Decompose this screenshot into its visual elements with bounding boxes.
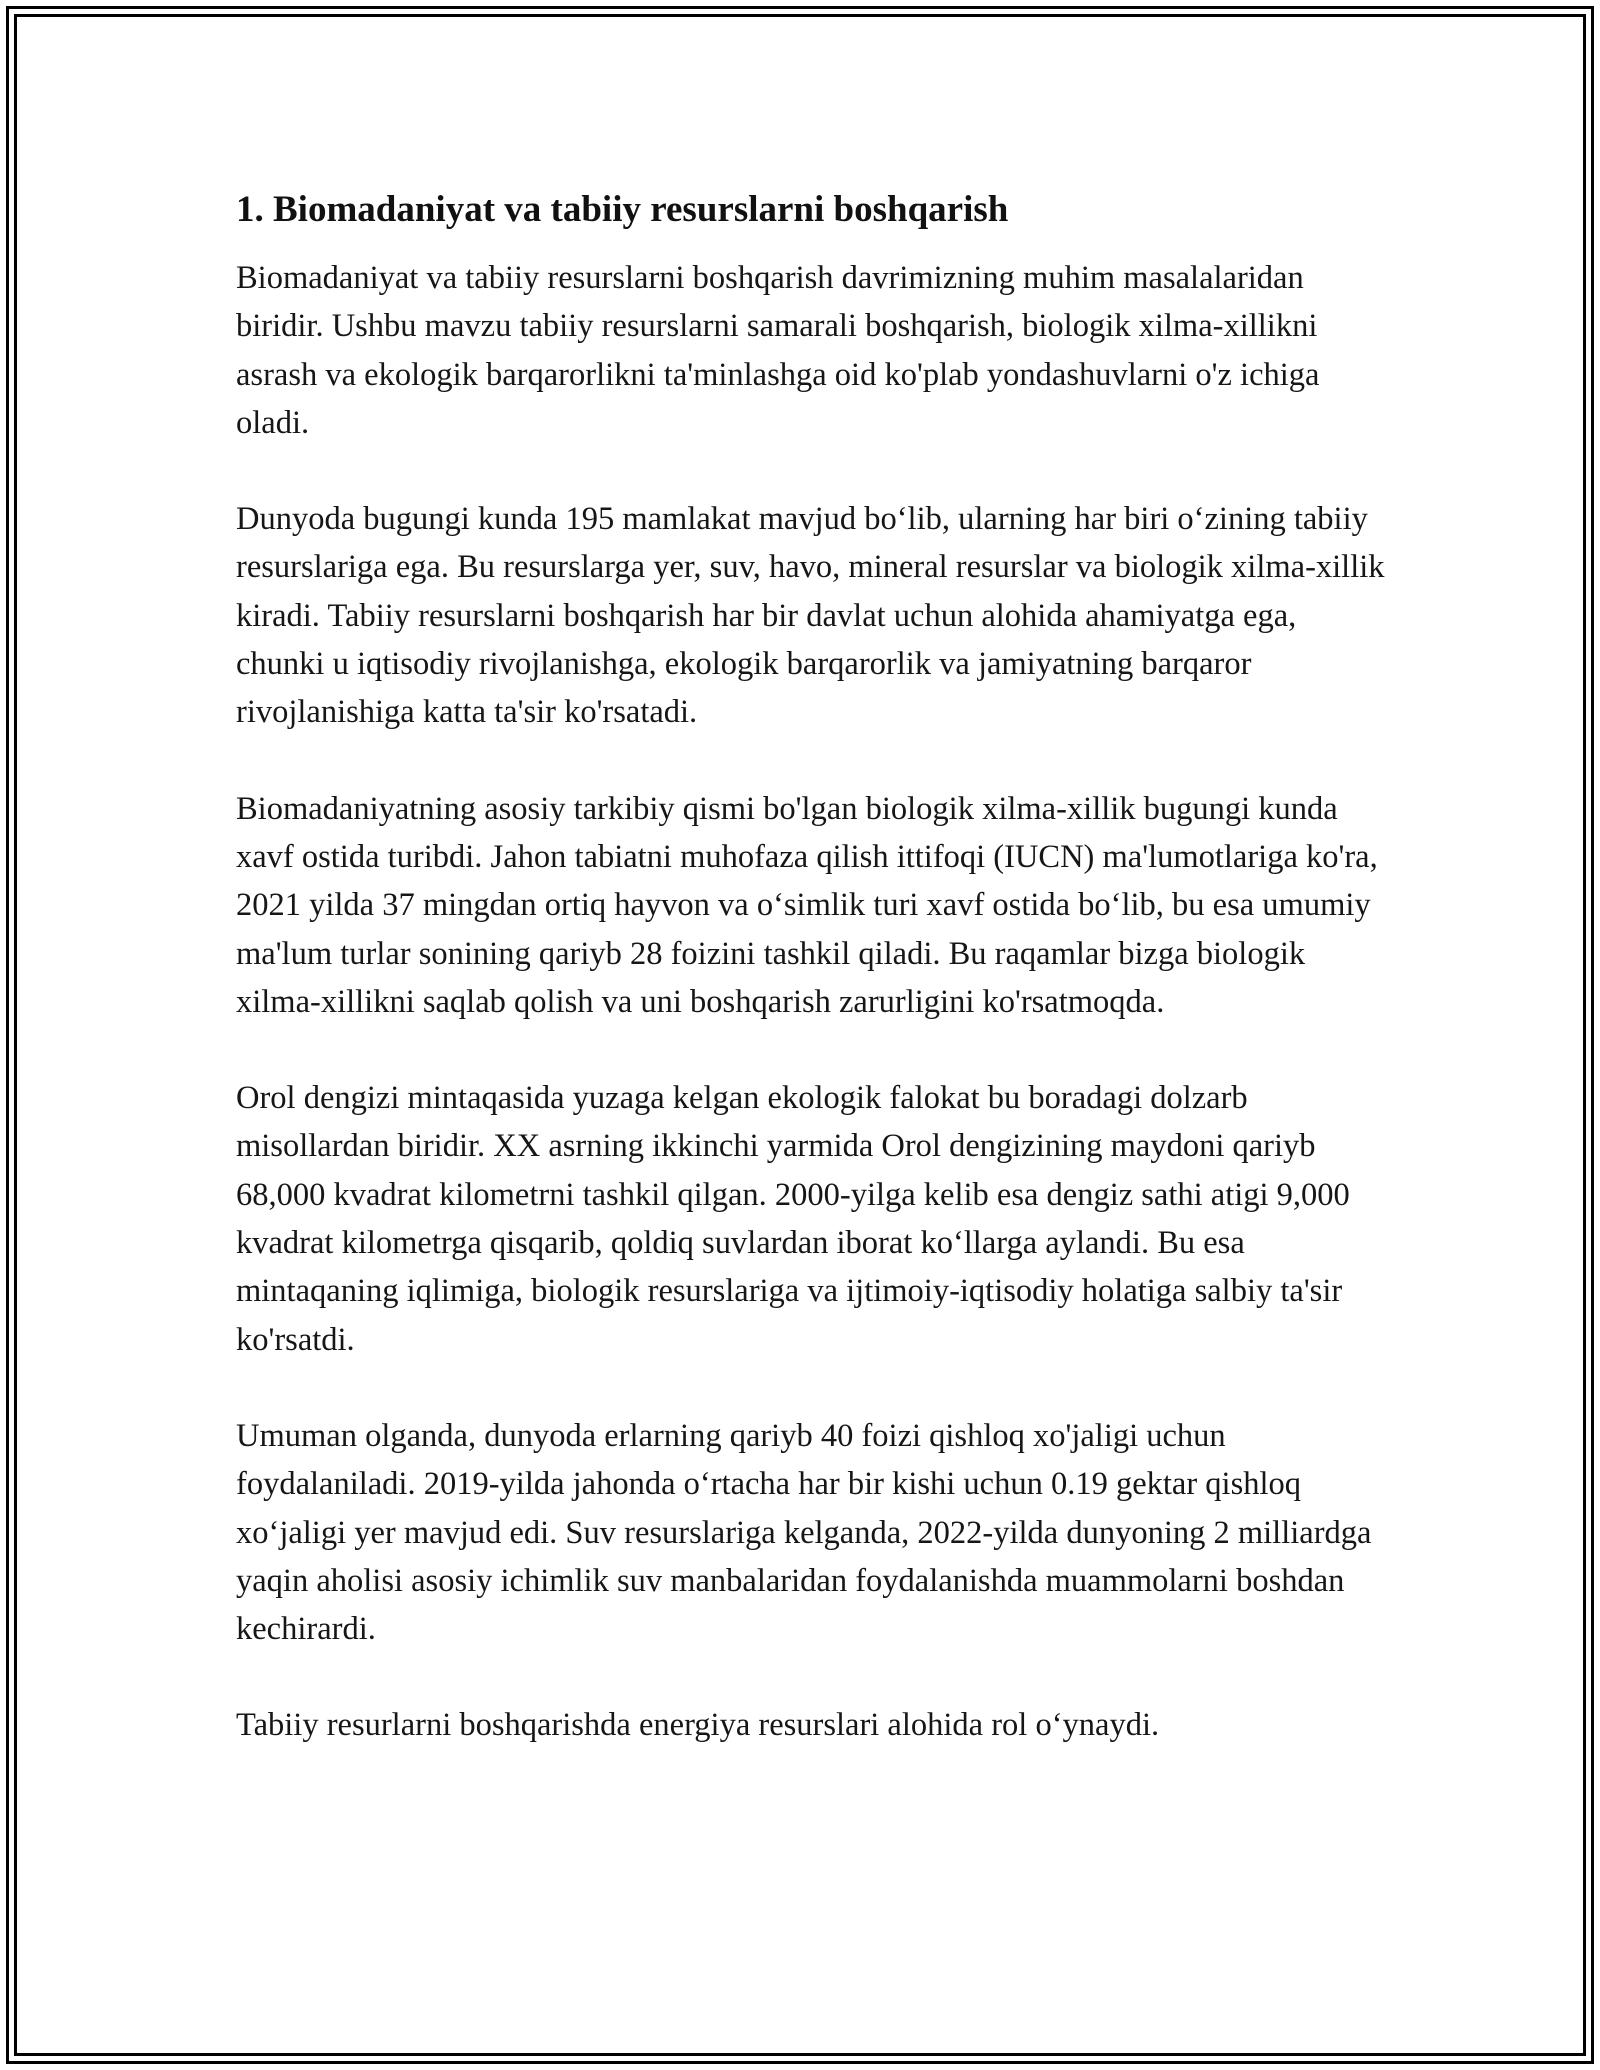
paragraph-aral-sea: Orol dengizi mintaqasida yuzaga kelgan ekologik falokat bu boradagi dolzarb misollardan biridir. XX asrning ikkinchi yarmida Orol dengizining maydoni qariyb 68,000 kvadrat kilometrni tashkil qilgan. 2000-yilga kelib esa dengiz sathi atigi 9,000 kvadrat kilometrga qisqarib, qoldiq suvlardan iborat koʻllarga aylandi. Bu esa mintaqaning iqlimiga, biologik resurslariga va ijtimoiy-iqtisodiy holatiga salbiy ta'sir ko'rsatdi. xyxy=(236,1080,1350,1358)
document-body xyxy=(236,186,1386,1750)
paragraph-countries-resources: Dunyoda bugungi kunda 195 mamlakat mavjud boʻlib, ularning har biri oʻzining tabiiy resurslariga ega. Bu resurslarga yer, suv, havo, mineral resurslar va biologik xilma-xillik kiradi. Tabiiy resurslarni boshqarish har bir davlat uchun alohida ahamiyatga ega, chunki u iqtisodiy rivojlanishga, ekologik barqarorlik va jamiyatning barqaror rivojlanishiga katta ta'sir ko'rsatadi. xyxy=(236,501,1385,731)
section-heading: 1. Biomadaniyat va tabiiy resurslarni boshqarish xyxy=(236,189,1009,230)
paragraph-intro: Biomadaniyat va tabiiy resurslarni boshqarish davrimizning muhim masalalaridan biridir. Ushbu mavzu tabiiy resurslarni samarali boshqarish, biologik xilma-xillikni asrash va ekologik barqarorlikni ta'minlashga oid ko'plab yondashuvlarni o'z ichiga oladi. xyxy=(236,260,1320,441)
paragraph-energy: Tabiiy resurlarni boshqarishda energiya resurslari alohida rol oʻynaydi. xyxy=(236,1707,1160,1744)
paragraph-land-water: Umuman olganda, dunyoda erlarning qariyb 40 foizi qishloq xo'jaligi uchun foydalaniladi. 2019-yilda jahonda oʻrtacha har bir kishi uchun 0.19 gektar qishloq xoʻjaligi yer mavjud edi. Suv resurslariga kelganda, 2022-yilda dunyoning 2 milliardga yaqin aholisi asosiy ichimlik suv manbalaridan foydalanishda muammolarni boshdan kechirardi. xyxy=(236,1417,1372,1648)
paragraph-biodiversity: Biomadaniyatning asosiy tarkibiy qismi bo'lgan biologik xilma-xillik bugungi kunda xavf ostida turibdi. Jahon tabiatni muhofaza qilish ittifoqi (IUCN) ma'lumotlariga ko'ra, 2021 yilda 37 mingdan ortiq hayvon va oʻsimlik turi xavf ostida boʻlib, bu esa umumiy ma'lum turlar sonining qariyb 28 foizini tashkil qiladi. Bu raqamlar bizga biologik xilma-xillikni saqlab qolish va uni boshqarish zarurligini ko'rsatmoqda. xyxy=(236,790,1378,1020)
